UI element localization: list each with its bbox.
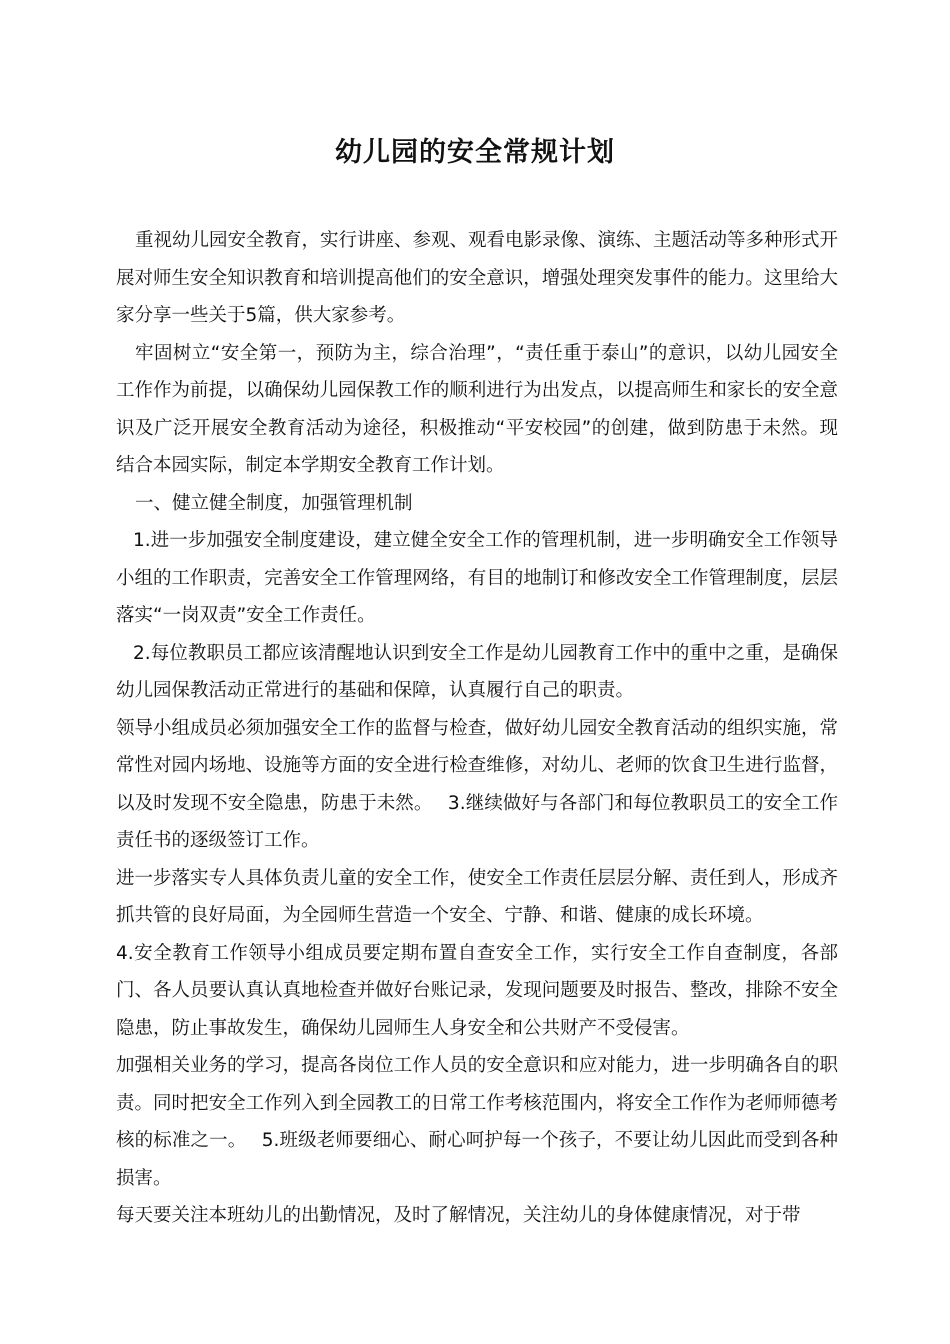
paragraph-item-1: 1.进一步加强安全制度建设，建立健全安全工作的管理机制，进一步明确安全工作领导小组的工作职责，完善安全工作管理网络，有目的地制订和修改安全工作管理制度，层层落实“一岗双责”安全工作责任。 [116, 530, 838, 626]
paragraph-item-4: 4.安全教育工作领导小组成员要定期布置自查安全工作，实行安全工作自查制度，各部门、各人员要认真认真地检查并做好台账记录，发现问题要及时报告、整改，排除不安全隐患，防止事故发生，确保幼儿园师生人身安全和公共财产不受侵害。 [116, 942, 838, 1039]
paragraph-training: 加强相关业务的学习，提高各岗位工作人员的安全意识和应对能力，进一步明确各自的职责。同时把安全工作列入到全园教工的日常工作考核范围内，将安全工作作为老师师德考核的标准之一。 5.班级老师要细心、耐心呵护每一个孩子，不要让幼儿因此而受到各种损害。 [116, 1055, 838, 1189]
paragraph-leadership: 领导小组成员必须加强安全工作的监督与检查，做好幼儿园安全教育活动的组织实施，常常性对园内场地、设施等方面的安全进行检查维修，对幼儿、老师的饮食卫生进行监督，以及时发现不安全隐患，防患于未然。 3.继续做好与各部门和每位教职员工的安全工作责任书的逐级签订工作。 [116, 717, 838, 851]
paragraph-principle: 牢固树立“安全第一，预防为主，综合治理”，“责任重于泰山”的意识，以幼儿园安全工作作为前提，以确保幼儿园保教工作的顺利进行为出发点，以提高师生和家长的安全意识及广泛开展安全教育活动为途径，积极推动“平安校园”的创建，做到防患于未然。现结合本园实际，制定本学期安全教育工作计划。 [116, 342, 838, 476]
paragraph-responsibility: 进一步落实专人具体负责儿童的安全工作，使安全工作责任层层分解、责任到人，形成齐抓共管的良好局面，为全园师生营造一个安全、宁静、和谐、健康的成长环境。 [116, 867, 838, 926]
document-body [116, 222, 838, 1235]
section-heading: 一、健立健全制度，加强管理机制 [135, 492, 413, 514]
paragraph-intro: 重视幼儿园安全教育，实行讲座、参观、观看电影录像、演练、主题活动等多种形式开展对师生安全知识教育和培训提高他们的安全意识，增强处理突发事件的能力。这里给大家分享一些关于5篇，供大家参考。 [116, 230, 839, 326]
paragraph-item-2: 2.每位教职员工都应该清醒地认识到安全工作是幼儿园教育工作中的重中之重，是确保幼儿园保教活动正常进行的基础和保障，认真履行自己的职责。 [116, 642, 838, 701]
paragraph-attendance: 每天要关注本班幼儿的出勤情况，及时了解情况，关注幼儿的身体健康情况，对于带 [116, 1205, 801, 1226]
document-title: 幼儿园的安全常规计划 [335, 137, 615, 168]
